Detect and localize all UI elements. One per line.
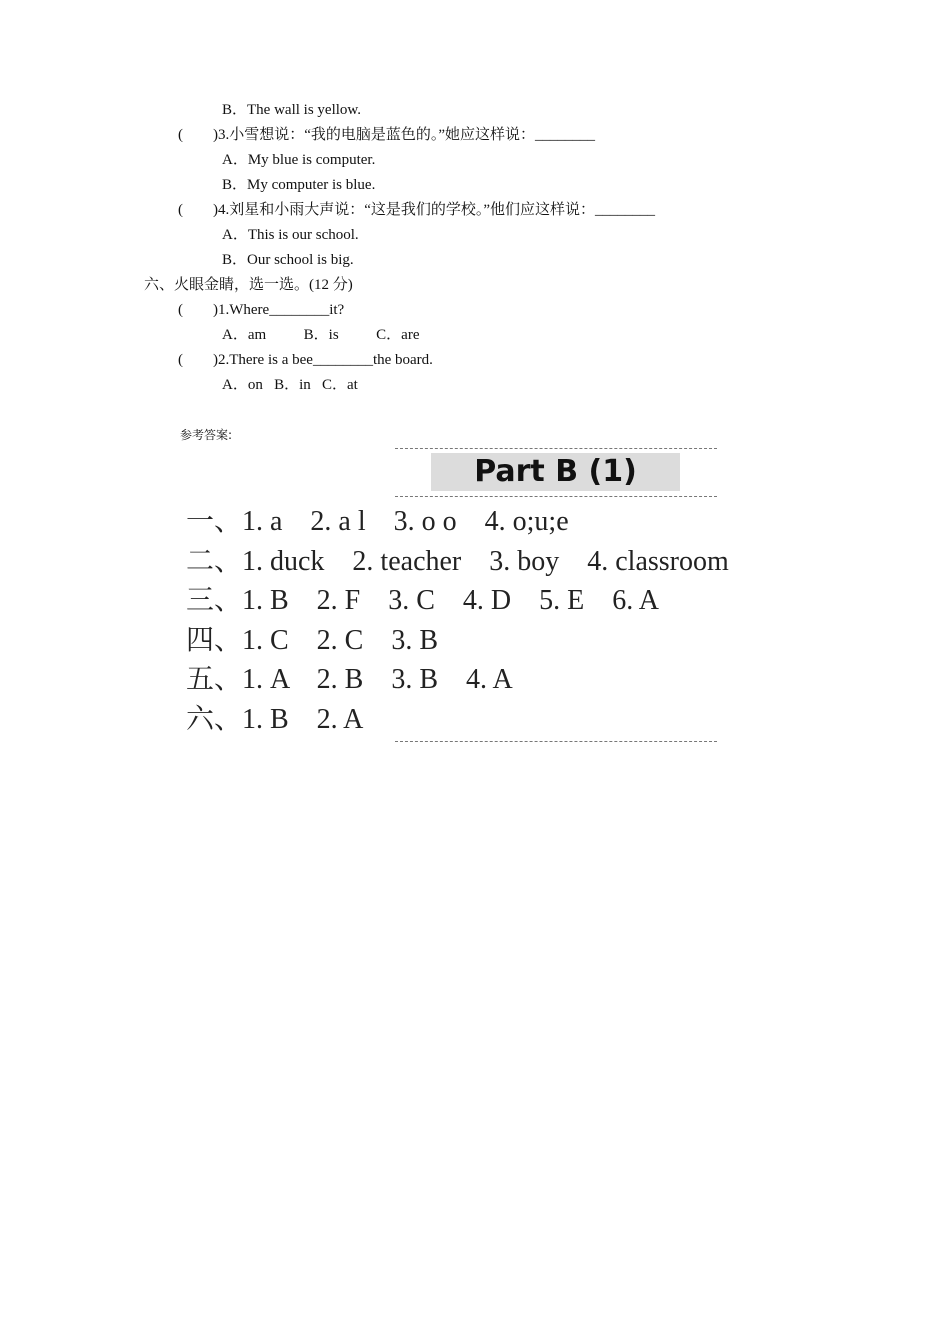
question-5-3-option-a: A．My blue is computer. [222, 152, 376, 168]
question-5-4-option-b: B．Our school is big. [222, 252, 354, 268]
answer-row-1: 一、1. a 2. a l 3. o o 4. o;u;e [186, 506, 569, 537]
answer-row-5: 五、1. A 2. B 3. B 4. A [186, 664, 513, 695]
answer-row-6: 六、1. B 2. A [186, 704, 364, 735]
question-6-1: ( )1.Where________it? [178, 302, 345, 318]
section-6-title: 六、火眼金睛，选一选。(12 分) [144, 277, 353, 293]
question-6-1-options: A．am B．is C．are [222, 327, 420, 343]
question-5-4: ( )4.刘星和小雨大声说：“这是我们的学校。”他们应这样说：________ [178, 202, 656, 218]
answer-row-3: 三、1. B 2. F 3. C 4. D 5. E 6. A [186, 585, 659, 616]
answer-row-4: 四、1. C 2. C 3. B [186, 625, 439, 656]
question-6-2: ( )2.There is a bee________the board. [178, 352, 433, 368]
divider-top [395, 448, 717, 449]
question-5-3-option-b: B．My computer is blue. [222, 177, 376, 193]
answer-row-2: 二、1. duck 2. teacher 3. boy 4. classroom [186, 546, 729, 577]
question-5-3: ( )3.小雪想说：“我的电脑是蓝色的。”她应这样说：________ [178, 127, 596, 143]
divider-mid [395, 496, 717, 497]
answers-label: 参考答案: [180, 428, 233, 442]
question-6-2-options: A．on B．in C．at [222, 377, 358, 393]
divider-bottom [395, 741, 717, 742]
part-title-box [431, 453, 680, 491]
part-title: Part B (1) [474, 454, 637, 489]
question-5-2-option-b: B．The wall is yellow. [222, 102, 362, 118]
question-5-4-option-a: A．This is our school. [222, 227, 359, 243]
